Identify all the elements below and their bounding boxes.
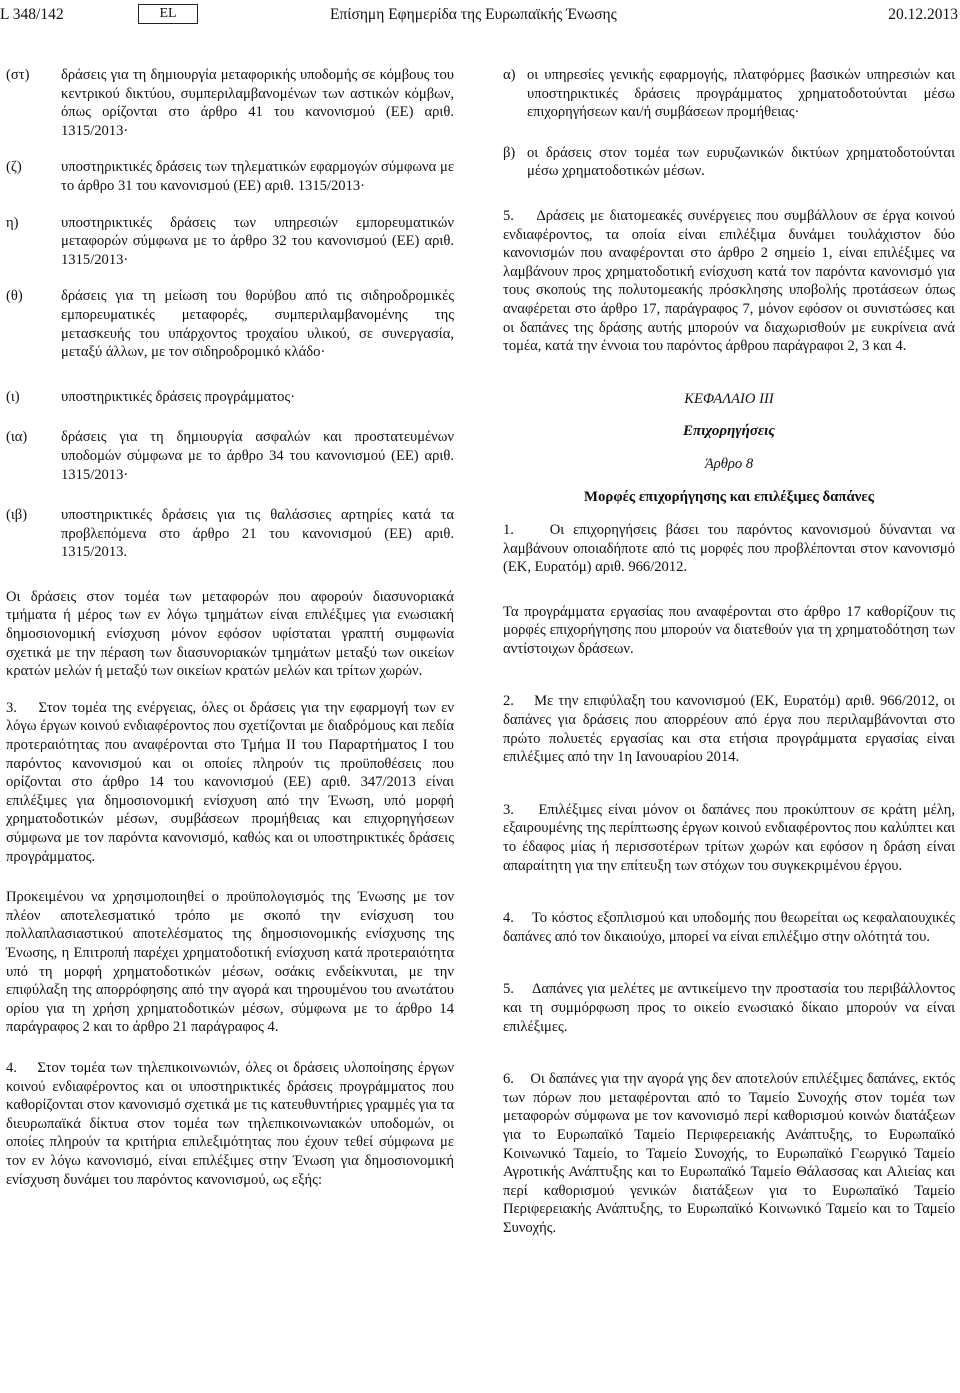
paragraph-text: Οι δαπάνες για την αγορά γης δεν αποτελούν επιλέξιμες δαπάνες, εκτός των πόρων που μεταφέρονται από το Ταμείο Συνοχής στον τομέα των μεταφορών σύμφωνα με τον κανονισμό περί καθορισμού κοινών διατάξεων για το Ευρωπαϊκό Ταμείο Περιφερειακής Ανάπτυξης, το Ευρωπαϊκό Κοινωνικό Ταμείο, το Ταμείο Συνοχής, το Ευρωπαϊκό Γεωργικό Ταμείο Αγροτικής Ανάπτυξης και το Ευρωπαϊκό Ταμείο Θάλασσας και Αλιείας και περί καθορισμού γενικών διατάξεων για το Ευρωπαϊκό Ταμείο Περιφερειακής Ανάπτυξης, το Ευρωπαϊκό Κοινωνικό Ταμείο και το Ταμείο Συνοχής. bbox=[503, 1071, 955, 1236]
paragraph-number: 5. bbox=[503, 207, 514, 224]
paragraph-number: 6. bbox=[503, 1071, 514, 1088]
paragraph-4 bbox=[6, 1059, 454, 1189]
item-text: δράσεις για τη δημιουργία μεταφορικής υποδομής σε κόμβους του κεντρικού δικτύου, συμπεριλαμβανομένων των αστικών κόμβων, όπως ορίζονται στο άρθρο 41 του κανονισμού (ΕΕ) αριθ. 1315/2013· bbox=[61, 67, 454, 139]
list-item bbox=[6, 287, 454, 361]
paragraph-number: 4. bbox=[6, 1059, 17, 1076]
list-item bbox=[6, 214, 454, 270]
paragraph-3 bbox=[6, 699, 454, 866]
list-item bbox=[6, 428, 454, 484]
paragraph-transport: Οι δράσεις στον τομέα των μεταφορών που αφορούν διασυνοριακά τμήματα ή μέρος των εν λόγω τμημάτων είναι επιλέξιμες για ενωσιακή δημοσιονομική ενίσχυση μόνον εφόσον υφίσταται γραπτή συμφωνία σχετικά με την πέραση των διασυνοριακών τμημάτων μεταξύ των οικείων κρατών μελών ή μεταξύ των οικείων κρατών μελών και τρίτων χωρών. bbox=[6, 588, 454, 680]
item-label: (θ) bbox=[6, 288, 23, 305]
paragraph-number: 3. bbox=[503, 801, 514, 818]
paragraph-text: Επιλέξιμες είναι μόνον οι δαπάνες που προκύπτουν σε κράτη μέλη, εξαιρουμένης της περίπτωσης έργων κοινού ενδιαφέροντος που καλύπτει και το έδαφος μίας ή περισσοτέρων τρίτων χωρών και εφόσον η δράση είναι απαραίτητη για την επίτευξη των στόχων του συγκεκριμένου έργου. bbox=[503, 801, 956, 874]
paragraph-text: Οι επιχορηγήσεις βάσει του παρόντος κανονισμού δύνανται να λαμβάνουν οποιαδήποτε από τις μορφές που προβλέπονται στον κανονισμό (ΕΚ, Ευρατόμ) αριθ. 966/2012. bbox=[503, 521, 955, 576]
article-para-4 bbox=[503, 909, 955, 946]
list-item bbox=[6, 158, 454, 195]
item-label: (ζ) bbox=[6, 159, 22, 176]
article-para-1b: Τα προγράμματα εργασίας που αναφέρονται στο άρθρο 17 καθορίζουν τις μορφές επιχορήγησης που μπορούν να διατεθούν για τη χρηματοδότηση των αντίστοιχων δράσεων. bbox=[503, 603, 955, 657]
item-text: υποστηρικτικές δράσεις για τις θαλάσσιες αρτηρίες κατά τα προβλεπόμενα στο άρθρο 21 του κανονισμού (ΕΕ) αριθ. 1315/2013. bbox=[61, 507, 454, 561]
item-label: β) bbox=[503, 144, 516, 161]
item-text: δράσεις για τη μείωση του θορύβου από τις σιδηροδρομικές εμπορευματικές μεταφορές, συμπεριλαμβανομένης της μετασκευής του υπάρχοντος τροχαίου υλικού, σε συνεργασία, μεταξύ άλλων, με τον σιδηροδρομικό κλάδο· bbox=[61, 288, 454, 361]
article-para-5 bbox=[503, 980, 955, 1036]
paragraph-number: 5. bbox=[503, 981, 514, 998]
paragraph-text: Το κόστος εξοπλισμού και υποδομής που θεωρείται ως κεφαλαιουχικές δαπάνες από τον δικαιούχο, μπορεί να είναι επιλέξιμο στην ολότητά του. bbox=[503, 910, 956, 945]
paragraph-5 bbox=[503, 207, 955, 356]
list-item bbox=[503, 66, 955, 122]
page-reference: L 348/142 bbox=[0, 6, 64, 23]
item-label: η) bbox=[6, 214, 19, 231]
page-header bbox=[0, 0, 960, 30]
paragraph-text: Δαπάνες για μελέτες με αντικείμενο την προστασία του περιβάλλοντος και τη συμμόρφωση προς το οικείο ενωσιακό δίκαιο μπορούν να είναι επιλέξιμες. bbox=[503, 981, 955, 1035]
paragraph-number: 2. bbox=[503, 693, 514, 710]
item-text: οι υπηρεσίες γενικής εφαρμογής, πλατφόρμες βασικών υπηρεσιών και υποστηρικτικές δράσεις προγράμματος χρηματοδοτούνται μέσω επιχορηγήσεων και/ή συμβάσεων προμήθειας· bbox=[527, 67, 955, 121]
item-label: (ιβ) bbox=[6, 507, 28, 524]
paragraph-text: Δράσεις με διατομεακές συνέργειες που συμβάλλουν σε έργα κοινού ενδιαφέροντος, τα οποία είναι επιλέξιμα δυνάμει τουλάχιστον δύο κανονισμών που αναφέρονται στο άρθρο 2 σημείο 1, είναι επιλέξιμες να λαμβάνουν προς χρηματοδοτική ενίσχυση κατά τον παρόντα κανονισμό για τους σκοπούς της πολυτομεακής πρόσκλησης υποβολής προτάσεων όπως αναφέρεται στο άρθρο 17, παράγραφος 7, μόνον εφόσον οι συνιστώσες και οι δαπάνες της δράσης αυτής μπορούν να διαχωρισθούν με ευκρίνεια ανά τομέα, κατά την έννοια του παρόντος άρθρου παράγραφοι 2, 3 και 4. bbox=[503, 207, 955, 355]
paragraph-text: Στον τομέα των τηλεπικοινωνιών, όλες οι δράσεις υλοποίησης έργων κοινού ενδιαφέροντος και οι υποστηρικτικές δράσεις προγράμματος που καθορίζονται στον κανονισμό σχετικά με τις κατευθυντήριες γραμμές για τα διευρωπαϊκά δίκτυα στον τομέα των τηλεπικοινωνιακών υποδομών, οι οποίες πληρούν τα κριτήρια επιλεξιμότητας που έχουν τεθεί σύμφωνα με τον εν λόγω κανονισμό, είναι επιλέξιμες στην Ένωση για δημοσιονομική ενίσχυση δυνάμει του παρόντος κανονισμού, ως εξής: bbox=[6, 1059, 454, 1188]
chapter-heading: ΚΕΦΑΛΑΙΟ ΙΙΙ bbox=[684, 390, 774, 407]
item-text: υποστηρικτικές δράσεις των τηλεματικών εφαρμογών σύμφωνα με το άρθρο 31 του κανονισμού (ΕΕ) αριθ. 1315/2013· bbox=[61, 159, 454, 194]
article-para-2 bbox=[503, 692, 955, 766]
list-item bbox=[6, 506, 454, 562]
paragraph-text: Στον τομέα της ενέργειας, όλες οι δράσεις για την εφαρμογή των εν λόγω έργων κοινού ενδιαφέροντος που σχετίζονται με διαδρόμους και πεδία προτεραιότητας που αναφέρονται στο Τμήμα ΙΙ του Παραρτήματος Ι του παρόντος κανονισμού και οι οποίες πληρούν τις προϋποθέσεις που ορίζονται στο άρθρο 14 του κανονισμού (ΕΕ) αριθ. 347/2013 είναι επιλέξιμες για δημοσιονομική ενίσχυση από την Ένωση, υπό μορφή χρηματοδοτικών μέσων, συμβάσεων προμήθειας και επιχορηγήσεων σύμφωνα με τον παρόντα κανονισμό, καθώς και οι υποστηρικτικές δράσεις προγράμματος. bbox=[6, 699, 454, 865]
list-item bbox=[6, 66, 454, 140]
list-item bbox=[6, 388, 454, 407]
article-number: Άρθρο 8 bbox=[704, 456, 754, 473]
paragraph-number: 1. bbox=[503, 521, 514, 538]
item-label: (ι) bbox=[6, 388, 20, 405]
paragraph-number: 4. bbox=[503, 910, 514, 927]
language-badge: EL bbox=[138, 4, 198, 24]
paragraph-number: 3. bbox=[6, 699, 17, 716]
item-text: οι δράσεις στον τομέα των ευρυζωνικών δικτύων χρηματοδοτούνται μέσω χρηματοδοτικών μέσων. bbox=[527, 144, 955, 180]
item-label: (ια) bbox=[6, 429, 28, 446]
article-para-1 bbox=[503, 521, 955, 577]
item-label: (στ) bbox=[6, 67, 30, 83]
left-column bbox=[6, 66, 454, 1189]
article-para-3 bbox=[503, 801, 955, 875]
chapter-title: Επιχορηγήσεις bbox=[683, 423, 775, 440]
article-title: Μορφές επιχορήγησης και επιλέξιμες δαπάνες bbox=[584, 488, 874, 505]
journal-title: Επίσημη Εφημερίδα της Ευρωπαϊκής Ένωσης bbox=[330, 6, 617, 23]
item-text: δράσεις για τη δημιουργία ασφαλών και προστατευμένων υποδομών σύμφωνα με το άρθρο 34 του κανονισμού (ΕΕ) αριθ. 1315/2013· bbox=[61, 429, 454, 483]
item-text: υποστηρικτικές δράσεις προγράμματος· bbox=[61, 388, 296, 405]
article-para-6 bbox=[503, 1070, 955, 1237]
paragraph-budget: Προκειμένου να χρησιμοποιηθεί ο προϋπολογισμός της Ένωσης με τον πλέον αποτελεσματικό τρόπο με σκοπό την ενίσχυση του πολλαπλασιαστικού αποτελέσματος της δημοσιονομικής ενίσχυσης της Ένωσης, η Επιτροπή παρέχει χρηματοδοτική ενίσχυση κατά προτεραιότητα υπό τη μορφή χρηματοδοτικών μέσων, οσάκις ενδείκνυται, με την επιφύλαξη της απορρόφησης από την αγορά και τηρουμένου του ανωτάτου ορίου για τη χρήση χρηματοδοτικών μέσων, σύμφωνα με το άρθρο 14 παράγραφος 2 και το άρθρο 21 παράγραφος 4. bbox=[6, 889, 454, 1036]
item-text: υποστηρικτικές δράσεις των υπηρεσιών εμπορευματικών μεταφορών σύμφωνα με το άρθρο 32 του κανονισμού (ΕΕ) αριθ. 1315/2013· bbox=[61, 214, 454, 268]
paragraph-text: Με την επιφύλαξη του κανονισμού (ΕΚ, Ευρατόμ) αριθ. 966/2012, οι δαπάνες για δράσεις που απορρέουν από έργα που περιλαμβάνονται στο πρώτο πολυετές εργασίας και στα ετήσια προγράμματα εργασίας είναι επιλέξιμες από την 1η Ιανουαρίου 2014. bbox=[503, 693, 956, 766]
right-column bbox=[503, 66, 955, 1238]
list-item bbox=[503, 144, 955, 181]
publication-date: 20.12.2013 bbox=[888, 6, 958, 23]
item-label: α) bbox=[503, 67, 516, 83]
